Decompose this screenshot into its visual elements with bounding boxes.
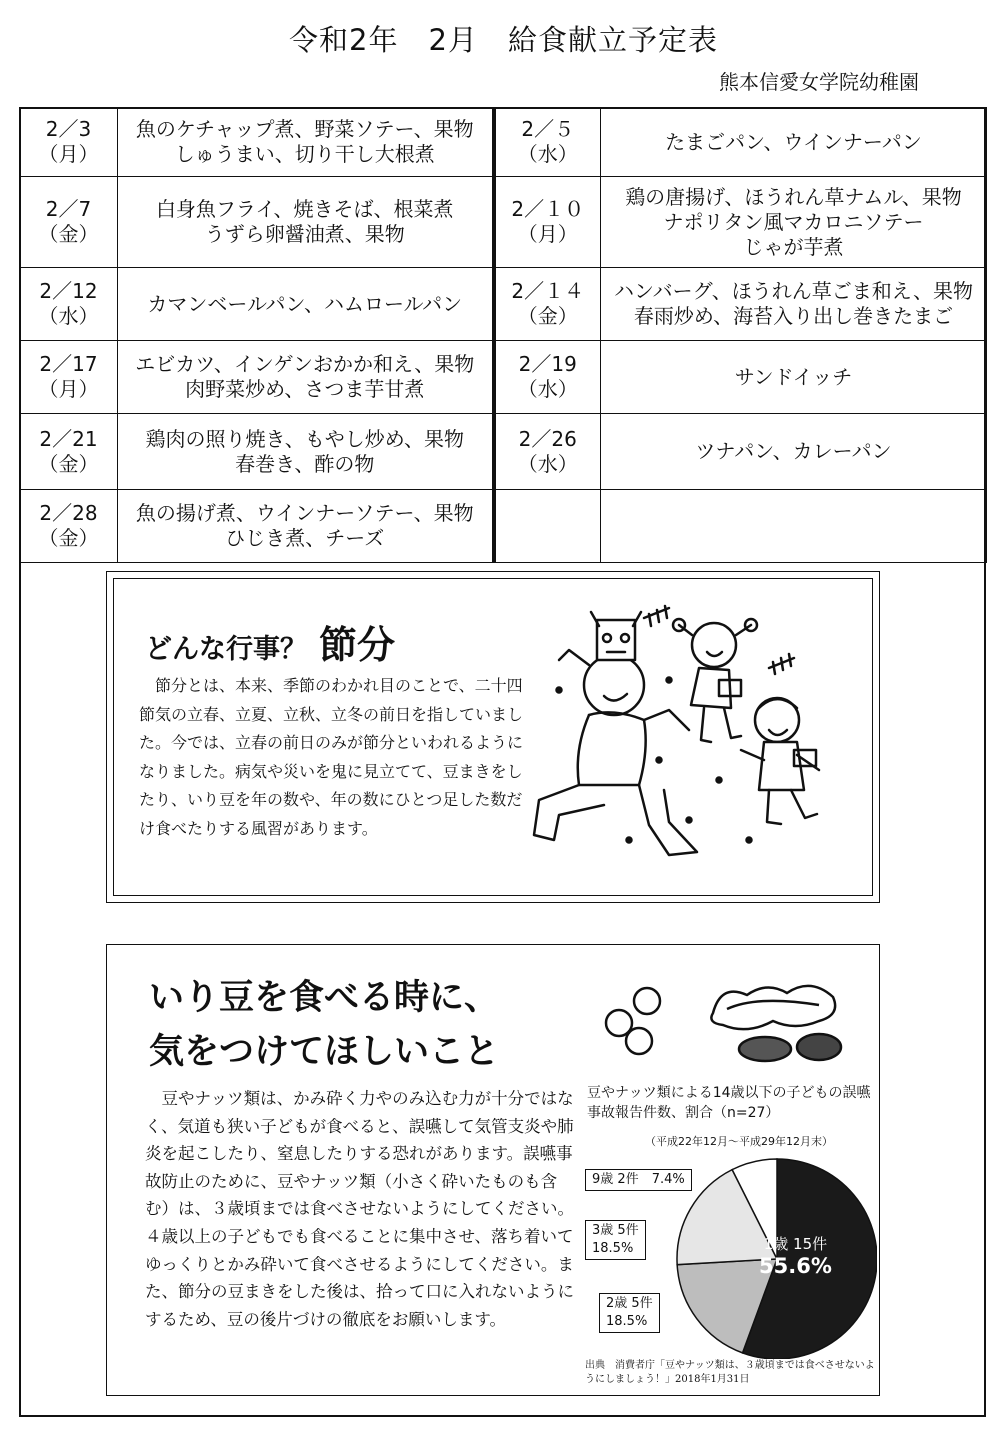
setsubun-heading [145,614,395,669]
menu-dish-line: カマンベールパン、ハムロールパン [147,291,463,316]
menu-date-cell [20,414,118,490]
menu-dishes-cell [601,341,987,414]
menu-date-cell [494,490,601,563]
chart-title: 豆やナッツ類による14歳以下の子どもの誤嚥事故報告件数、割合（n=27） [587,1085,871,1121]
menu-row [20,177,987,268]
menu-date: 2／3 [45,117,92,141]
menu-date: 2／１０ [511,197,585,221]
menu-row [20,108,987,177]
menu-dish-line: うずら卵醤油煮、果物 [204,222,405,246]
menu-date-cell [20,490,118,563]
slice-label-2yo-percent: 18.5% [606,1314,648,1329]
menu-dish-line: 魚の揚げ煮、ウインナーソテー、果物 [135,501,474,525]
menu-dish-line: たまごパン、ウインナーパン [665,129,922,154]
page-title: 令和2年 2月 給食献立予定表 [289,23,718,57]
menu-dishes-cell [118,490,494,563]
menu-date: 2／１４ [511,279,585,303]
menu-dishes-cell [118,268,494,341]
menu-date-cell [494,341,601,414]
menu-date-cell [494,177,601,268]
menu-date-cell [20,177,118,268]
menu-date: 2／26 [518,426,577,451]
menu-dishes-cell [601,177,987,268]
beans-heading [149,971,499,1079]
menu-row [20,341,987,414]
menu-day: （水） [517,451,578,476]
menu-day: （月） [38,142,99,166]
menu-dish-line: 春雨炒め、海苔入り出し巻きたまご [633,304,954,328]
setsubun-illustration [519,590,859,880]
menu-date-cell [20,108,118,177]
menu-day: （金） [38,451,99,476]
setsubun-box [106,571,880,903]
slice-label-9yo-percent: 7.4% [651,1172,685,1187]
menu-date-cell [20,268,118,341]
menu-dishes-cell [601,414,987,490]
beans-box [106,944,880,1396]
menu-day: （水） [38,304,99,328]
slice-label-1yo-percent: 55.6% [759,1254,832,1278]
menu-dish-line: じゃが芋煮 [743,234,844,259]
menu-dishes-cell [601,490,987,563]
menu-date-cell [494,414,601,490]
menu-date-cell [20,341,118,414]
menu-dishes-cell [118,108,494,177]
menu-day: （水） [517,142,578,166]
slice-label-2yo-name: 2歳 5件 [606,1296,653,1311]
menu-dish-line: エビカツ、インゲンおかか和え、果物 [135,352,475,376]
menu-day: （水） [517,377,578,401]
slice-label-3yo [585,1220,646,1260]
menu-dish-line: 鶏肉の照り焼き、もやし炒め、果物 [145,426,464,451]
slice-label-1yo [759,1233,832,1279]
source-note: 出典 消費者庁「豆やナッツ類は、３歳頃までは食べさせないようにしましょう！」2018年1月31日 [585,1360,875,1385]
slice-label-1yo-name: 1歳 15件 [763,1235,828,1253]
menu-date: 2／12 [39,279,98,303]
menu-dishes-cell [118,341,494,414]
menu-dish-line: 魚のケチャップ煮、野菜ソテー、果物 [135,117,474,141]
beans-body: 豆やナッツ類は、かみ砕く力やのみ込む力が十分ではなく、気道も狭い子どもが食べると、誤嚥して気管支炎や肺炎を起こしたり、窒息したりする恐れがあります。誤嚥事故防止のために、豆やナッツ類（小さく砕いたものも含む）は、３歳頃までは食べさせないようにしてください。４歳以上の子どもでも食べることに集中させ、落ち着いてゆっくりとかみ砕いて食べさせるようにしてください。また、節分の豆まきをした後は、拾って口に入れないようにするため、豆の後片づけの徹底をお願いします。 [145,1089,574,1329]
menu-day: （金） [38,222,99,246]
menu-dish-line: サンドイッチ [734,364,853,389]
chart-subtitle: （平成22年12月～平成29年12月末） [645,1135,833,1148]
menu-day: （金） [38,526,99,550]
slice-label-3yo-percent: 18.5% [592,1241,634,1256]
menu-row [20,268,987,341]
menu-date: 2／５ [521,117,575,141]
slice-label-3yo-name: 3歳 5件 [592,1223,639,1238]
slice-label-2yo [599,1293,660,1333]
school-name: 熊本信愛女学院幼稚園 [719,70,919,94]
menu-dish-line: ツナパン、カレーパン [695,439,892,463]
menu-date: 2／17 [39,352,98,376]
menu-dish-line: 春巻き、酢の物 [235,451,375,476]
slice-label-9yo-name: 9歳 2件 [592,1172,639,1187]
setsubun-body: 節分とは、本来、季節のわかれ目のことで、二十四節気の立春、立夏、立秋、立冬の前日を指していました。今では、立春の前日のみが節分といわれるようになりました。病気や災いを鬼に見立てて、豆まきをしたり、いり豆を年の数や、年の数にひとつ足した数だけ食べたりする風習があります。 [139,676,524,838]
menu-dishes-cell [601,108,987,177]
menu-table [19,107,987,563]
menu-dishes-cell [601,268,987,341]
menu-dishes-cell [118,177,494,268]
menu-dish-line: ハンバーグ、ほうれん草ごま和え、果物 [614,279,973,303]
menu-dishes-cell [118,414,494,490]
menu-dish-line: ひじき煮、チーズ [225,526,385,550]
menu-date-cell [494,268,601,341]
menu-dish-line: 鶏の唐揚げ、ほうれん草ナムル、果物 [625,184,962,209]
menu-day: （月） [517,222,578,246]
beans-heading-line2: 気をつけてほしいこと [149,1032,500,1072]
menu-date: 2／21 [39,426,98,451]
menu-dish-line: しゅうまい、切り干し大根煮 [174,142,435,166]
menu-row [20,490,987,563]
menu-date: 2／7 [45,197,92,221]
menu-date: 2／28 [39,501,98,525]
menu-date: 2／19 [518,352,577,376]
menu-dish-line: 肉野菜炒め、さつま芋甘煮 [185,377,425,401]
menu-day: （金） [517,304,578,328]
beans-nuts-illustration [597,959,865,1069]
menu-row [20,414,987,490]
menu-dish-line: ナポリタン風マカロニソテー [663,209,924,234]
menu-dish-line: 白身魚フライ、焼きそば、根菜煮 [155,197,454,221]
menu-date-cell [494,108,601,177]
setsubun-heading-text: どんな行事？ [145,634,307,665]
menu-day: （月） [38,377,99,401]
setsubun-heading-big: 節分 [319,622,396,667]
slice-label-9yo [585,1169,692,1191]
beans-heading-line1: いり豆を食べる時に、 [149,978,500,1018]
